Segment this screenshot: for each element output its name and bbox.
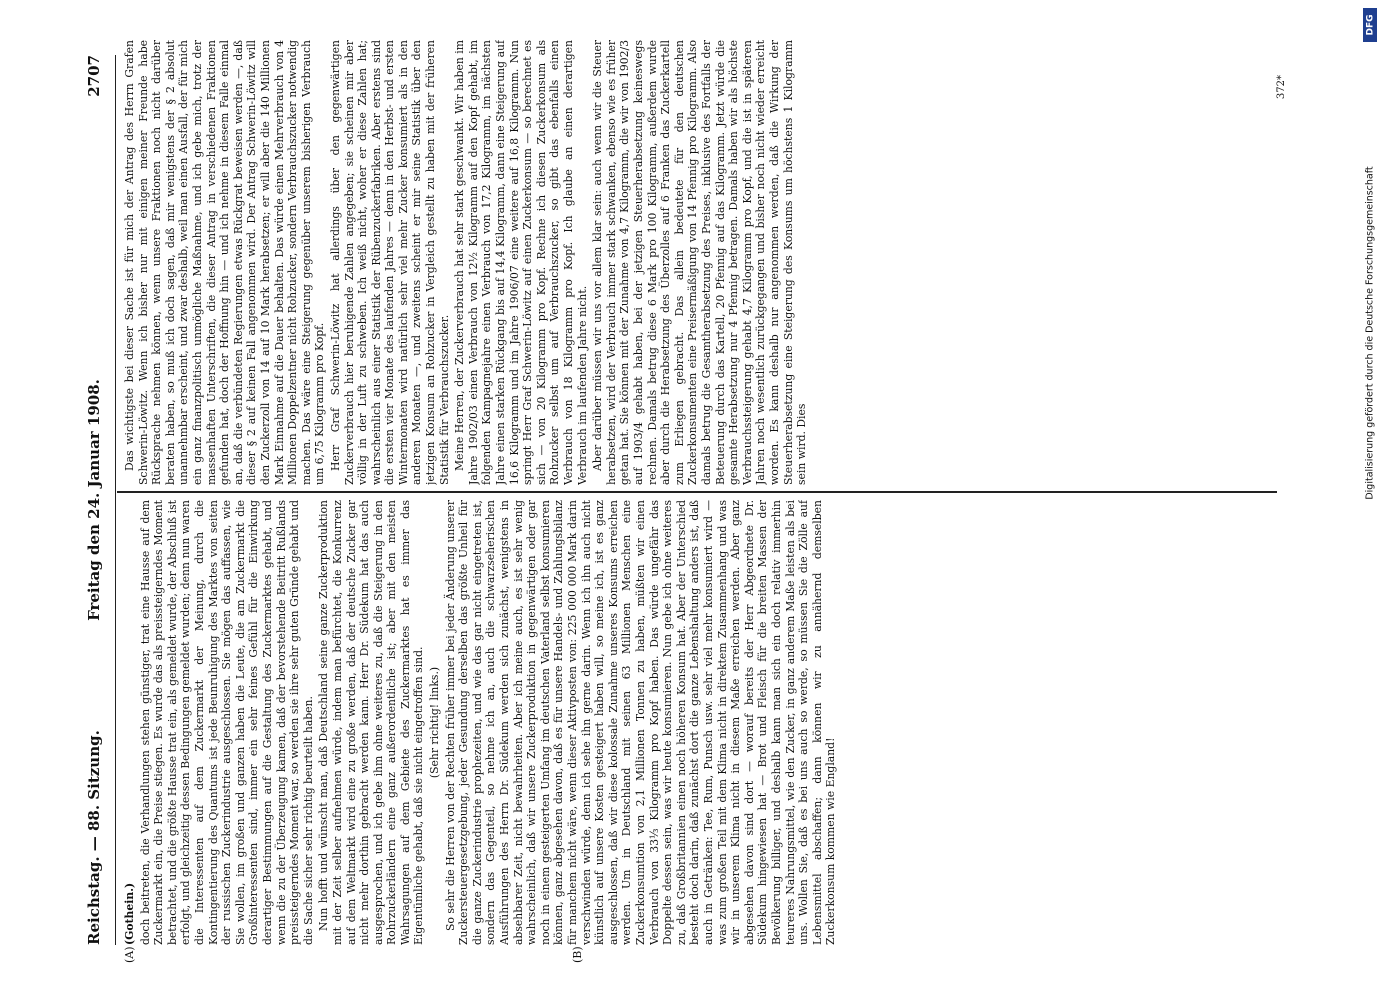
column-divider [117,492,1277,494]
header-rule [115,55,116,945]
interjection: (Sehr richtig! links.) [428,666,442,779]
page-header [85,55,111,945]
scan-credit-text: Digitalisierung gefördert durch die Deutsche Forschungsgemeinschaft [1364,166,1376,500]
paragraph: Meine Herren, der Zuckerverbrauch hat sehr stark geschwankt. Wir haben im Jahre 1902/03 einen Verbrauch von 12½ Kilogramm auf den Kopf gehabt, im folgenden Kampagnejahre einen Verbrauch von 17,2 Kilogramm, im nächsten Jahre einen starken Rückgang bis auf 14,4 Kilogramm, dann eine Steigerung auf 16,6 Kilogramm und im Jahre 1906/07 eine weitere auf 16,8 Kilogramm. Nun springt Herr Graf Schwerin-Löwitz auf einen Zuckerkonsum — so berechnet es sich — von 20 Kilogramm pro Kopf. Rechne ich diesen Zuckerkonsum als Rohzucker selbst um auf Verbrauchszucker, so gibt das ebenfalls einen Verbrauch von 18 Kilogramm pro Kopf. Ich glaube an einen derartigen Verbrauch im laufenden Jahre nicht. [453,40,589,485]
page-footer-mark: 372* [1276,75,1287,100]
right-column [123,40,1273,485]
header-date: Freitag den 24. Januar 1908. [85,379,103,621]
paragraph: Nun hofft und wünscht man, daß Deutschland seine ganze Zuckerproduktion mit der Zeit selber aufnehmen würde, indem man befürchtet, die Konkurrenz auf dem Weltmarkt wird eine zu große werden, daß der deutsche Zucker gar nicht mehr dorthin gebracht werden kann. Herr Dr. Südekum hat das auch ausgesprochen, und ich gebe ihm ohne weiteres zu, daß die Steigerung in den Rohrzuckerländern eine ganz außerordentliche ist; aber mit den meisten Wahrsagungen auf dem Gebiete des Zuckermarktes hat es immer das Eigentümliche gehabt, daß sie nicht eingetroffen sind. [317,500,426,945]
paragraph: So sehr die Herren von der Rechten früher immer bei jeder Änderung unserer Zuckersteuergesetzgebung, jeder Gesundung derselben das größte Unheil für die ganze Zuckerindustrie prophezeiten, und wie das gar nicht eingetreten ist, sondern das Gegenteil, so nehme ich an, auch die schwarzseherischen Ausführungen des Herrn Dr. Südekum werden sich zunächst, wenigstens in absehbarer Zeit, nicht bewahrheiten. Aber ich meine auch, es ist sehr wenig wahrscheinlich, daß wir unsere Zuckerproduktion in gegenwärtigen oder gar noch in einem gesteigerten Umfang im deutschen Vaterland selbst konsumieren können, ganz abgesehen davon, daß es für unsere Handels- und Zahlungsbilanz für manchem nicht wäre, wenn dieser Aktivposten von: 225 000 000 Mark darin verschwinden würde, denn ich sehe ihn gerne darin. Wenn ich ihn auch nicht künstlich auf unsere Kosten gesteigert haben will, so meine ich, ist es ganz ausgeschlossen, daß wir diese kolossale Zunahme unseres Konsums erreichen werden. Um in Deutschland mit seinen 63 Millionen Menschen eine Zuckerkonsumtion von 2,1 Millionen Tonnen zu haben, müßten wir einen Verbrauch von 33⅓ Kilogramm pro Kopf haben. Das würde ungefähr das Doppelte dessen sein, was wir heute konsumieren. Nun gebe ich ohne weiteres zu, daß Großbritannien einen noch höheren Konsum hat. Aber der Unterschied besteht doch darin, daß zunächst dort die ganze Lebenshaltung anders ist, daß auch in Getränken: Tee, Rum, Punsch usw. sehr viel mehr konsumiert wird — was zum großen Teil mit dem Klima nicht in direktem Zusammenhang und was wir in unserem Klima nicht in diesem Maße erreichen werden. Aber ganz abgesehen davon sind dort — worauf bereits der Herr Abgeordnete Dr. Südekum hingewiesen hat — Brot und Fleisch für die breiten Massen der Bevölkerung billiger, und deshalb kann man sich ein doch relativ immerhin teureres Nahrungsmittel, wie den Zucker, in ganz anderem Maße leisten als bei uns. Wollen Sie, daß es bei uns auch so werde, so müssen Sie die Zölle auf Lebensmittel abschaffen; dann können wir zu annähernd demselben Zuckerkonsum kommen wie England! [443,500,838,945]
rotated-scanned-page [71,35,1311,965]
paragraph: Herr Graf Schwerin-Löwitz hat allerdings über den gegenwärtigen Zuckerverbrauch hier beruhigende Zahlen angegeben; sie scheinen mir aber völlig in der Luft zu schweben. Ich weiß nicht, woher er diese Zahlen hat; wahrscheinlich aus einer Statistik der Rübenzuckerfabriken. Aber erstens sind die ersten vier Monate des laufenden Jahres — denn in den Herbst- und ersten Wintermonaten wird natürlich sehr viel mehr Zucker konsumiert als in den anderen Monaten —, und zweitens scheint er mir seine Statistik über den jetzigen Konsum an Rohzucker in Vergleich gestellt zu haben mit der früheren Statistik für Verbrauchszucker. [328,40,451,485]
margin-marker-a: (A) [123,946,136,963]
page-number: 2707 [85,55,103,97]
left-column [123,500,1273,945]
paragraph: Das wichtigste bei dieser Sache ist für mich der Antrag des Herrn Grafen Schwerin-Löwitz. Wenn ich bisher nur mit einigen meiner Freunde habe Rücksprache nehmen können, wenn unsere Fraktionen noch nicht darüber beraten haben, so muß ich doch sagen, daß mir wenigstens der § 2 absolut unannehmbar erscheint, und zwar deshalb, weil man einen Ausfall, der für mich ein ganz finanzpolitisch unmögliche Maßnahme, und ich gebe mich, trotz der massenhaften Unterschriften, die dieser Antrag in verschiedenen Fraktionen gefunden hat, doch der Hoffnung hin — und ich nehme in diesem Falle einmal an, daß die verbündeten Regierungen etwas Rückgrat beweisen werden —, daß dieser § 2 auf keinen Fall angenommen wird. Der Antrag Schwerin-Löwitz will den Zuckerzoll von 14 auf 10 Mark herabsetzen; er will aber die 140 Millionen Mark Einnahme auf die Dauer behalten. Das würde einen Mehrverbrauch von 4 Millionen Doppelzentner nicht Rohzucker, sondern Verbrauchszucker notwendig machen. Das wäre eine Steigerung gegenüber unserem bisherigen Verbrauch um 6,75 Kilogramm pro Kopf. [123,40,327,485]
scan-credit-strip [1361,8,1377,618]
header-session: Reichstag. — 88. Sitzung. [85,730,103,945]
paragraph: doch beitreten, die Verhandlungen stehen günstiger, trat eine Hausse auf dem Zuckermarkt ein, die Preise stiegen. Es wurde das als preissteigerndes Moment betrachtet, und die größte Hausse trat ein, als gemeldet wurde, der Abschluß ist erfolgt, und gleichzeitig dessen Bedingungen gemeldet wurden; denn nun waren die Interessenten auf dem Zuckermarkt der Meinung, durch die Kontingentierung des Quantums ist jede Beunruhigung des Marktes von seiten der russischen Zuckerindustrie ausgeschlossen. Sie mögen das auffassen, wie Sie wollen, im großen und ganzen haben die Leute, die am Zuckermarkt die Großinteressenten sind, immer ein sehr feines Gefühl für die Einwirkung derartiger Bestimmungen auf die Gestaltung des Zuckermarktes gehabt, und wenn die zu der Überzeugung kamen, daß der bevorstehende Beitritt Rußlands preissteigerndes Moment war, so werden sie ihre sehr guten Gründe gehabt und die Sache sicher sehr richtig beurteilt haben. [138,500,315,945]
paragraph: Aber darüber müssen wir uns vor allem klar sein: auch wenn wir die Steuer herabsetzen, wird der Verbrauch immer stark schwanken, ebenso wie es früher getan hat. Sie können mit der Zunahme von 4,7 Kilogramm, die wir von 1902/3 auf 1903/4 gehabt haben, bei der jetzigen Steuerherabsetzung keineswegs rechnen. Damals betrug diese 6 Mark pro 100 Kilogramm, außerdem wurde aber durch die Herabsetzung des Überzolles auf 6 Franken das Zuckerkartell zum Erliegen gebracht. Das allein bedeutete für den deutschen Zuckerkonsumenten eine Preisermäßigung von 14 Pfennig pro Kilogramm. Also damals betrug die Gesamtherabsetzung des Preises, inklusive des Fortfalls der Beteuerung durch das Kartell, 20 Pfennig auf das Kilogramm. Jetzt würde die gesamte Herabsetzung nur 4 Pfennig betragen. Damals haben wir als höchste Verbrauchssteigerung gehabt 4,7 Kilogramm pro Kopf, und die ist in späteren Jahren noch wesentlich zurückgegangen und bisher noch nicht wieder erreicht worden. Es kann deshalb nur angenommen werden, daß die Wirkung der Steuerherabsetzung eine Steigerung des Konsums um höchstens 1 Kilogramm sein wird. Dies [591,40,809,485]
speaker-label: (Gothein.) [123,882,136,945]
margin-marker-b: (B) [571,946,584,963]
dfg-logo: DFG [1363,8,1377,42]
